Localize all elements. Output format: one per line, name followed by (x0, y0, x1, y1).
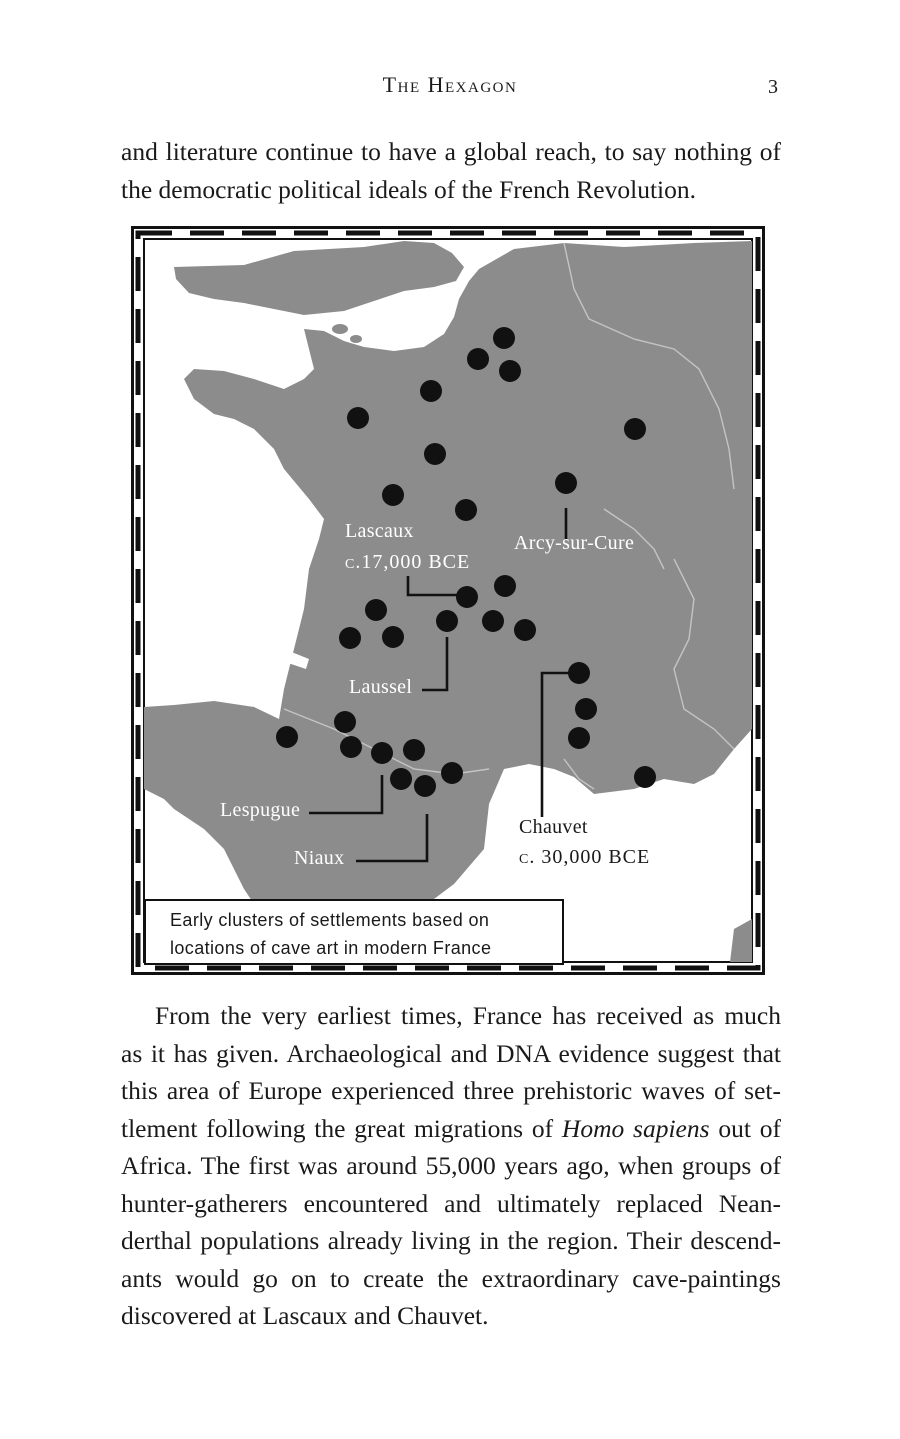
site-dot (420, 380, 442, 402)
site-dot-lascaux (456, 586, 478, 608)
site-dot-lespugue (371, 742, 393, 764)
italic-term: Homo sapiens (561, 1113, 710, 1143)
text-line: From the very earliest times, France has received as much (155, 1001, 781, 1030)
text-line: ants would go on to create the extraordinary cave-paintings (121, 1263, 781, 1293)
site-dot (482, 610, 504, 632)
site-dot-laussel (436, 610, 458, 632)
site-dot (403, 739, 425, 761)
label-lascaux: Lascaux (345, 520, 414, 542)
label-arcy-sur-cure: Arcy-sur-Cure (514, 532, 635, 554)
site-dot (334, 711, 356, 733)
label-lascaux-date (345, 551, 470, 574)
cave-art-map (131, 226, 765, 975)
site-dot (390, 768, 412, 790)
site-dot (382, 484, 404, 506)
text-line: and literature continue to have a global reach, to say nothing of (121, 137, 781, 166)
site-dot (441, 762, 463, 784)
site-dot (467, 348, 489, 370)
island (332, 324, 348, 334)
site-dot (339, 627, 361, 649)
site-dot (276, 726, 298, 748)
text-line-mixed (121, 1110, 781, 1148)
paragraph-body (121, 997, 781, 1335)
text-line: hunter-gatherers encountered and ultimately replaced Nean- (121, 1188, 781, 1218)
label-chauvet: Chauvet (519, 816, 588, 838)
site-dot (494, 575, 516, 597)
label-lespugue: Lespugue (220, 799, 301, 821)
text-line: the democratic political ideals of the French Revolution. (121, 174, 696, 204)
map-graphic (134, 229, 762, 972)
site-dot (382, 626, 404, 648)
paragraph-intro (121, 133, 781, 208)
text-line: this area of Europe experienced three prehistoric waves of set- (121, 1076, 781, 1105)
text-run: out of (709, 1113, 781, 1143)
site-dot-chauvet (568, 662, 590, 684)
site-dot (514, 619, 536, 641)
text-line: as it has given. Archaeological and DNA evidence suggest that (121, 1038, 781, 1068)
site-dot (347, 407, 369, 429)
caption-line: Early clusters of settlements based on (170, 910, 490, 930)
site-dot (493, 327, 515, 349)
label-niaux: Niaux (294, 847, 345, 869)
site-dot (634, 766, 656, 788)
site-dot (455, 499, 477, 521)
running-head: The Hexagon (382, 72, 518, 97)
chauvet-date-text: c. 30,000 BCE (519, 846, 651, 868)
text-run: tlement following the great migrations of (121, 1113, 562, 1143)
site-dot (568, 727, 590, 749)
caption-line: locations of cave art in modern France (170, 938, 492, 958)
lascaux-date-text: c.17,000 BCE (345, 551, 471, 573)
site-dot (575, 698, 597, 720)
site-dot (340, 736, 362, 758)
site-dot-arcy-sur-cure (555, 472, 577, 494)
page-number: 3 (768, 76, 778, 98)
map-caption (144, 899, 564, 965)
site-dot (365, 599, 387, 621)
island (350, 335, 362, 343)
text-line: derthal populations already living in the region. Their descend- (121, 1226, 781, 1255)
label-chauvet-date (519, 846, 650, 869)
site-dot (624, 418, 646, 440)
label-laussel: Laussel (349, 676, 413, 698)
site-dot (424, 443, 446, 465)
text-line: discovered at Lascaux and Chauvet. (121, 1301, 489, 1330)
site-dot-niaux (414, 775, 436, 797)
text-line: Africa. The first was around 55,000 years ago, when groups of (121, 1151, 781, 1180)
site-dot (499, 360, 521, 382)
